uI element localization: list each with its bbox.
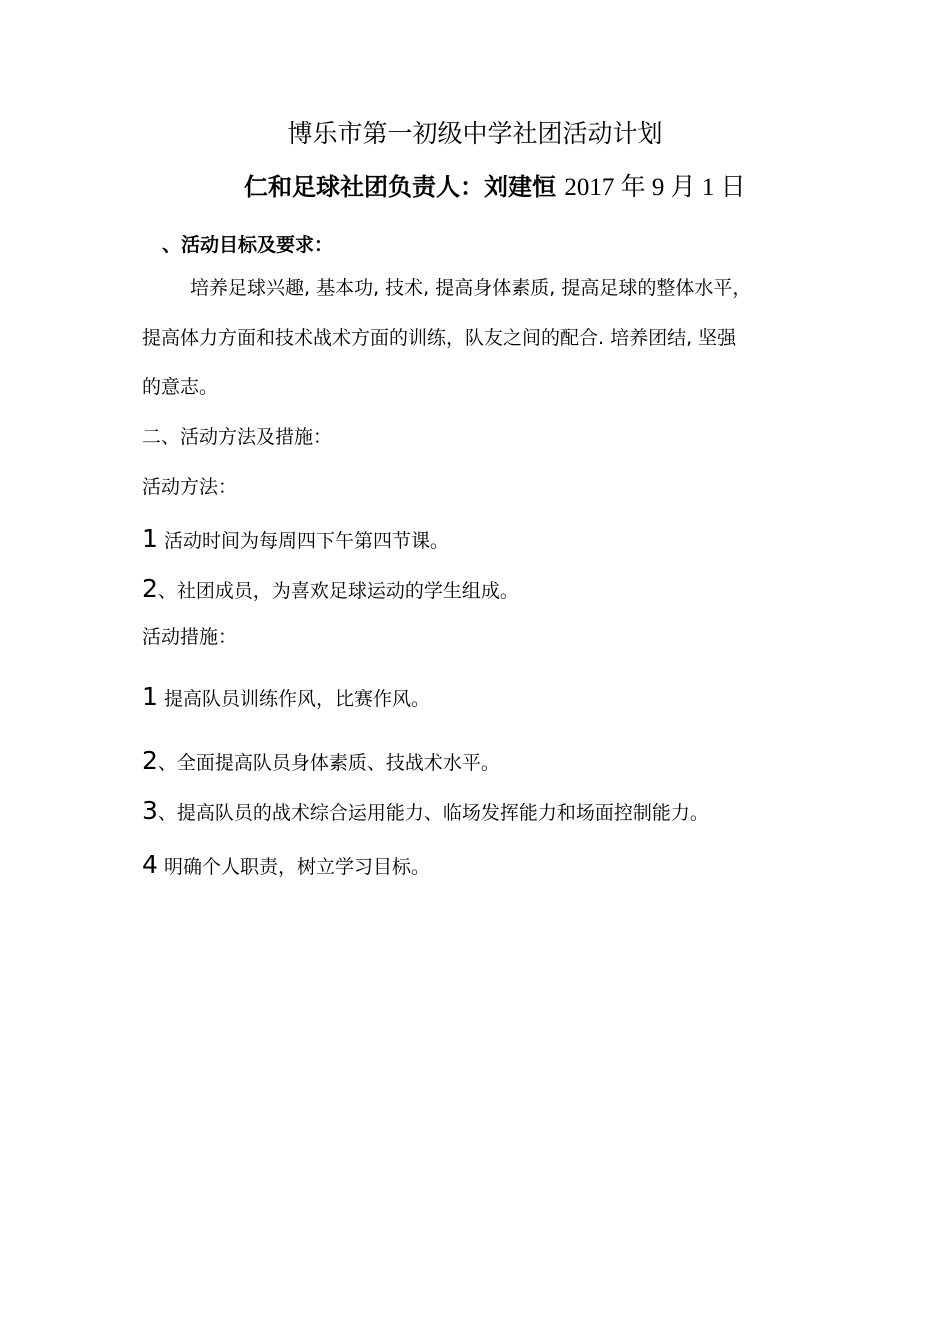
goal-paragraph-line-2: 提高体力方面和技术战术方面的训练，队友之间的配合. 培养团结, 坚强 <box>142 327 737 349</box>
measures-heading: 活动措施： <box>142 626 238 648</box>
method-item-2-number: 2 <box>142 574 158 603</box>
measure-item-4-text: 明确个人职责，树立学习目标。 <box>163 856 430 878</box>
measure-item-3-text: 、提高队员的战术综合运用能力、临场发挥能力和场面控制能力。 <box>157 802 709 824</box>
measure-item-1-text: 提高队员训练作风，比赛作风。 <box>163 688 430 710</box>
section-1-heading: 、活动目标及要求： <box>162 234 334 256</box>
document-title: 博乐市第一初级中学社团活动计划 <box>287 119 663 148</box>
measure-item-2-text: 、全面提高队员身体素质、技战术水平。 <box>157 752 500 774</box>
measure-item-4 <box>142 852 430 877</box>
method-item-1 <box>142 526 449 551</box>
measure-item-2-number: 2 <box>142 746 158 775</box>
goal-paragraph-line-1: 培养足球兴趣, 基本功, 技术, 提高身体素质, 提高足球的整体水平， <box>190 277 752 299</box>
measure-item-1 <box>142 684 430 709</box>
club-leader-text: 仁和足球社团负责人：刘建恒 <box>244 173 556 201</box>
goal-paragraph-line-3: 的意志。 <box>142 376 219 398</box>
document-subtitle <box>244 175 746 200</box>
methods-heading: 活动方法： <box>142 476 238 498</box>
section-2-heading: 二、活动方法及措施： <box>142 426 333 448</box>
measure-item-2 <box>142 748 500 773</box>
measure-item-3 <box>142 798 709 823</box>
method-item-2 <box>142 576 519 601</box>
measure-item-3-number: 3 <box>142 796 158 825</box>
measure-item-1-number: 1 <box>142 682 158 711</box>
plan-date: 2017 年 9 月 1 日 <box>564 174 746 201</box>
method-item-2-text: 、社团成员，为喜欢足球运动的学生组成。 <box>157 580 519 602</box>
method-item-1-number: 1 <box>142 524 158 553</box>
method-item-1-text: 活动时间为每周四下午第四节课。 <box>163 530 449 552</box>
measure-item-4-number: 4 <box>142 850 158 879</box>
